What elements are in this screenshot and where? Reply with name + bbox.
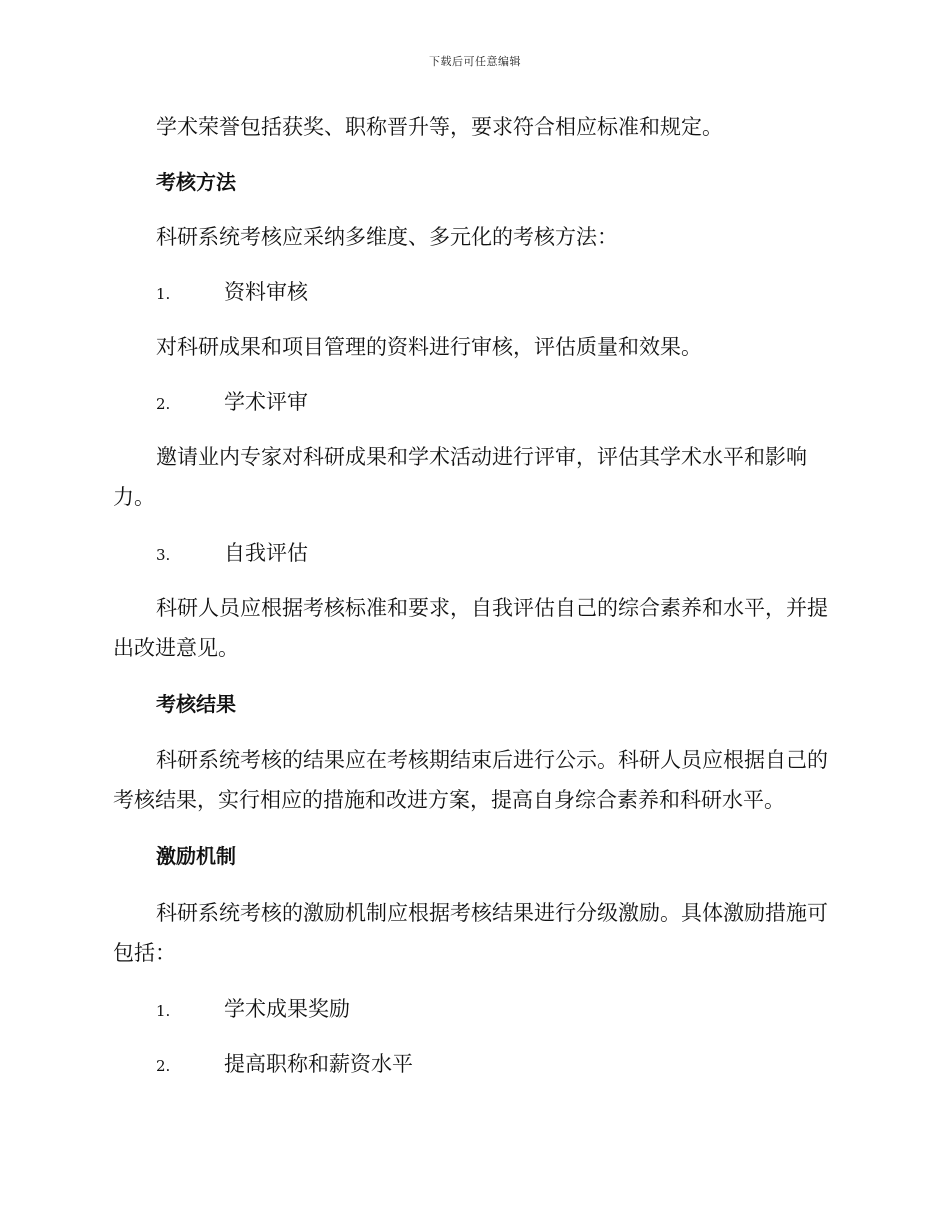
list-item-incentive-1 [156,989,876,1031]
list-item-label: 资料审核 [224,280,308,304]
list-item-method-3 [156,533,876,575]
heading-incentive: 激励机制 [156,844,236,868]
list-number: 3. [156,546,171,564]
list-number: 2. [156,395,171,413]
list-item-method-2 [156,382,876,424]
heading-results: 考核结果 [156,692,236,716]
paragraph-method-3: 科研人员应根据考核标准和要求，自我评估自己的综合素养和水平，并提出改进意见。 [113,596,828,660]
paragraph-method-1: 对科研成果和项目管理的资料进行审核，评估质量和效果。 [156,335,702,359]
list-item-label: 提高职称和薪资水平 [224,1052,413,1076]
list-item-label: 学术评审 [224,390,308,414]
paragraph-intro: 学术荣誉包括获奖、职称晋升等，要求符合相应标准和规定。 [156,115,723,139]
list-number: 2. [156,1057,171,1075]
page-header: 下载后可任意编辑 [429,55,521,68]
list-item-incentive-2 [156,1044,876,1086]
heading-methods: 考核方法 [156,170,236,194]
list-number: 1. [156,285,171,303]
paragraph-results: 科研系统考核的结果应在考核期结束后进行公示。科研人员应根据自己的考核结果，实行相应的措施和改进方案，提高自身综合素养和科研水平。 [113,748,828,812]
paragraph-incentive: 科研系统考核的激励机制应根据考核结果进行分级激励。具体激励措施可包括： [113,901,828,965]
list-number: 1. [156,1002,171,1020]
list-item-label: 自我评估 [224,541,308,565]
paragraph-methods: 科研系统考核应采纳多维度、多元化的考核方法： [156,225,618,249]
list-item-label: 学术成果奖励 [224,997,350,1021]
list-item-method-1 [156,272,876,314]
paragraph-method-2: 邀请业内专家对科研成果和学术活动进行评审，评估其学术水平和影响力。 [113,445,807,509]
